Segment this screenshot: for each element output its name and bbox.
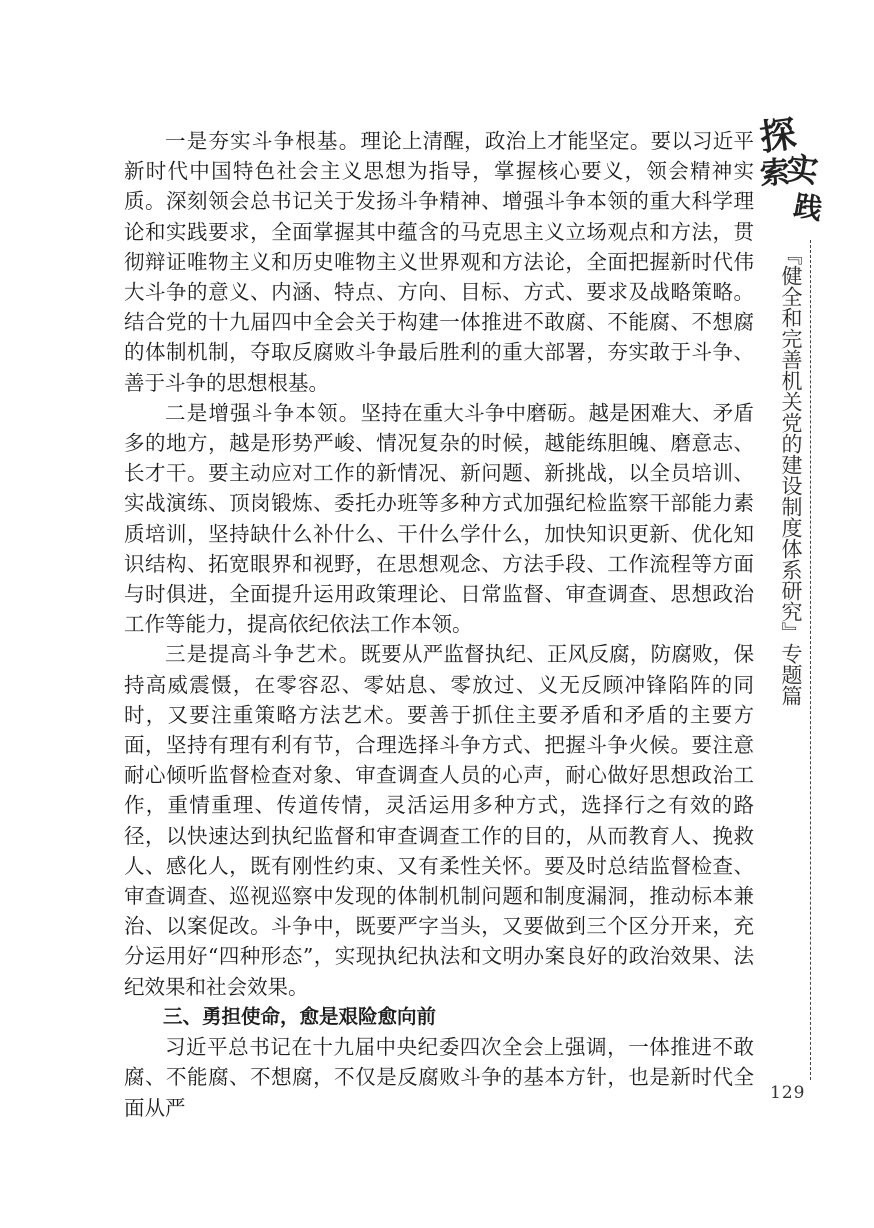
article-body bbox=[124, 126, 754, 1123]
logo-char-3: 索 bbox=[758, 154, 792, 193]
logo-char-2: 实 bbox=[784, 149, 820, 191]
paragraph-3-lead: 三是提高斗争艺术。 bbox=[165, 642, 361, 667]
logo-char-1: 探 bbox=[757, 112, 799, 160]
section-heading: 三、勇担使命，愈是艰险愈向前 bbox=[163, 1004, 437, 1028]
paragraph-2-text: 坚持在重大斗争中磨砺。越是困难大、矛盾多的地方，越是形势严峻、情况复杂的时候，越能练胆魄、磨意志、长才干。要主动应对工作的新情况、新问题、新挑战，以全员培训、实战演练、顶岗锻炼、委托办班等多种方式加强纪检监察干部能力素质培训，坚持缺什么补什么、干什么学什么，加快知识更新、优化知识结构、拓宽眼界和视野，在思想观念、方法手段、工作流程等方面与时俱进，全面提升运用政策理论、日常监督、审查调查、思想政治工作等能力，提高依纪依法工作本领。 bbox=[124, 400, 754, 637]
paragraph-2 bbox=[124, 398, 754, 640]
paragraph-4: 习近平总书记在十九届中央纪委四次全会上强调，一体推进不敢腐、不能腐、不想腐，不仅是反腐败斗争的基本方针，也是新时代全面从严 bbox=[124, 1035, 754, 1120]
paragraph-1 bbox=[124, 126, 754, 398]
logo-char-4: 践 bbox=[791, 188, 825, 227]
page-number: 129 bbox=[770, 1083, 806, 1103]
running-title: 『健全和完善机关党的建设制度体系研究』专题篇 bbox=[779, 244, 803, 706]
paragraph-1-lead: 一是夯实斗争根基。 bbox=[165, 129, 361, 153]
paragraph-3 bbox=[124, 639, 754, 1001]
paragraph-3-text: 既要从严监督执纪、正风反腐，防腐败，保持高威震慑，在零容忍、零姑息、零放过、义无反顾冲锋陷阵的同时，又要注重策略方法艺术。要善于抓住主要矛盾和矛盾的主要方面，坚持有理有利有节，合理选择斗争方式、把握斗争火候。要注意耐心倾听监督检查对象、审查调查人员的心声，耐心做好思想政治工作，重情重理、传道传情，灵活运用多种方式，选择行之有效的路径，以快速达到执纪监督和审查调查工作的目的，从而教育人、挽救人、感化人，既有刚性约束、又有柔性关怀。要及时总结监督检查、审查调查、巡视巡察中发现的体制机制问题和制度漏洞，推动标本兼治、以案促改。斗争中，既要严字当头，又要做到三个区分开来，充分运用好“四种形态”，实现执纪执法和文明办案良好的政治效果、法纪效果和社会效果。 bbox=[124, 642, 754, 999]
series-logo bbox=[757, 112, 832, 228]
paragraph-2-lead: 二是增强斗争本领。 bbox=[165, 400, 361, 425]
vertical-divider bbox=[810, 240, 811, 1080]
paragraph-1-text: 理论上清醒，政治上才能坚定。要以习近平新时代中国特色社会主义思想为指导，掌握核心要义，领会精神实质。深刻领会总书记关于发扬斗争精神、增强斗争本领的重大科学理论和实践要求，全面掌握其中蕴含的马克思主义立场观点和方法，贯彻辩证唯物主义和历史唯物主义世界观和方法论，全面把握新时代伟大斗争的意义、内涵、特点、方向、目标、方式、要求及战略策略。结合党的十九届四中全会关于构建一体推进不敢腐、不能腐、不想腐的体制机制，夺取反腐败斗争最后胜利的重大部署，夯实敢于斗争、善于斗争的思想根基。 bbox=[124, 129, 754, 395]
